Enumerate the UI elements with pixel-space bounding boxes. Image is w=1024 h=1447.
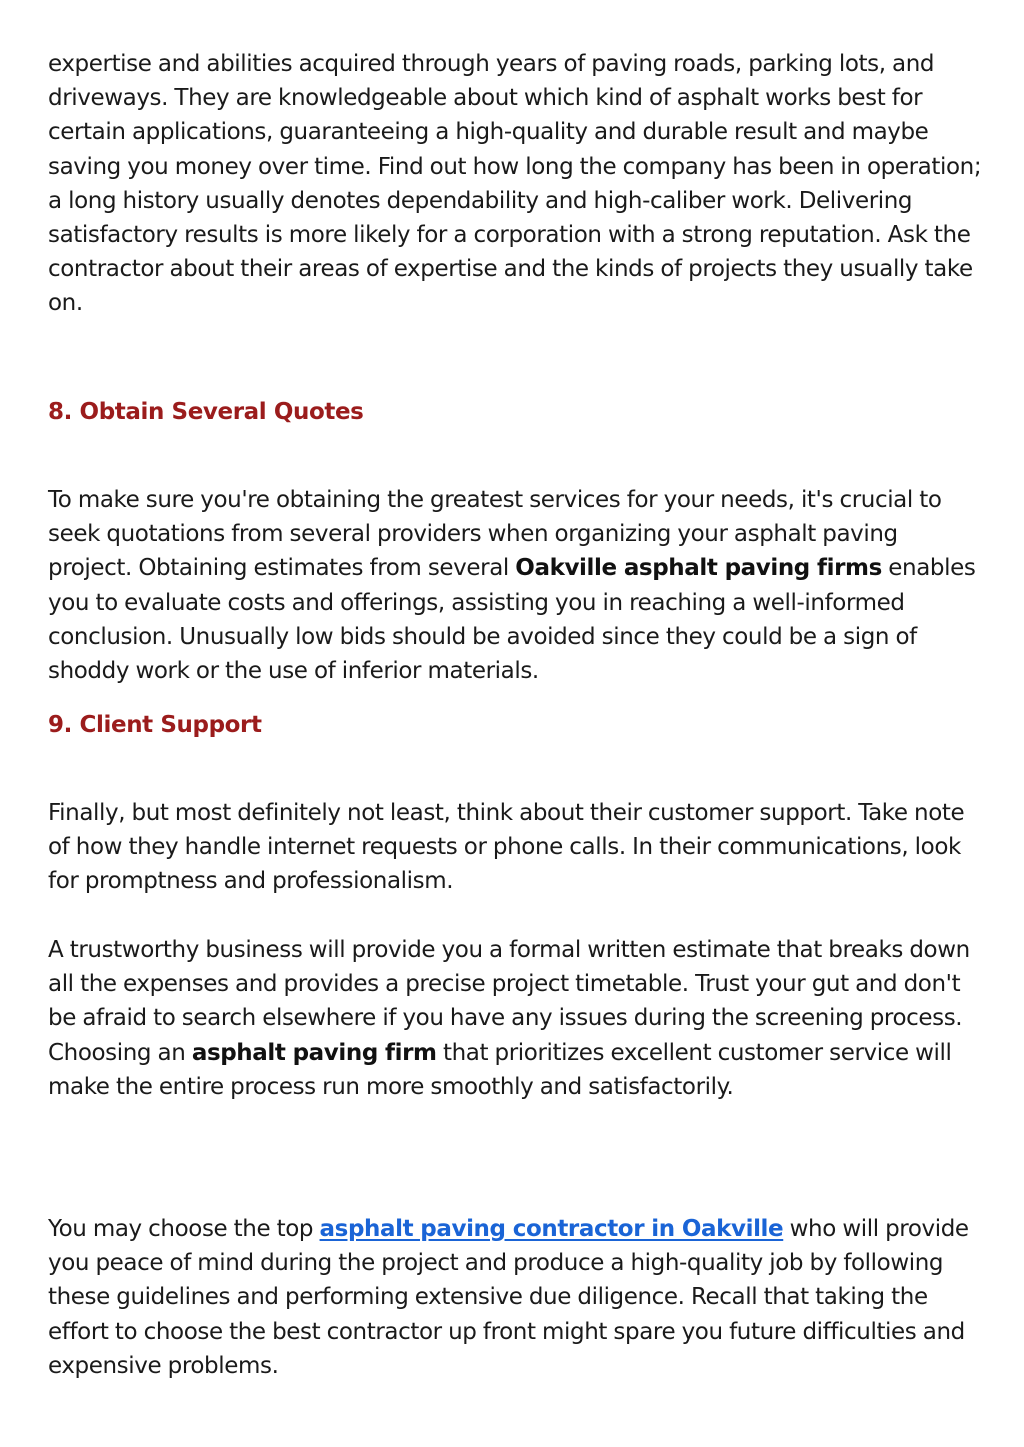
contractor-link[interactable]: asphalt paving contractor in Oakville <box>319 1216 784 1242</box>
intro-paragraph <box>48 47 988 321</box>
conclusion-text-before: You may choose the top <box>48 1216 320 1242</box>
section-8-paragraph <box>48 483 988 688</box>
section-9-paragraph-1 <box>48 796 988 899</box>
section-9-para-1-text: Finally, but most definitely not least, think about their customer support. Take note of how they handle internet requests or phone calls. In their communications, look for promptness and professionalism. <box>48 800 965 895</box>
conclusion-paragraph <box>48 1212 988 1383</box>
conclusion-text-after: who will provide you peace of mind during the project and produce a high-quality job by following these guidelines and performing extensive due diligence. Recall that taking the effort to choose the best contractor up front might spare you future difficulties and expensive problems. <box>48 1216 969 1379</box>
section-8-heading: 8. Obtain Several Quotes <box>48 399 364 425</box>
section-9-bold-phrase: asphalt paving firm <box>191 1039 437 1066</box>
section-9-heading: 9. Client Support <box>48 712 262 738</box>
section-9-para-2-text-after: that prioritizes excellent customer service will make the entire process run more smoothly and satisfactorily. <box>48 1039 952 1100</box>
section-8-text-after: enables you to evaluate costs and offerings, assisting you in reaching a well-informed conclusion. Unusually low bids should be avoided since they could be a sign of shoddy work or the use of inferior materials. <box>48 555 976 685</box>
section-9-para-2-text-before: A trustworthy business will provide you a formal written estimate that breaks down all the expenses and provides a precise project timetable. Trust your gut and don't be afraid to search elsewhere if you have any issues during the screening process. Choosing an <box>48 937 970 1066</box>
section-8-bold-phrase: Oakville asphalt paving firms <box>515 555 882 582</box>
section-8-text-before: To make sure you're obtaining the greatest services for your needs, it's crucial to seek quotations from several providers when organizing your asphalt paving project. Obtaining estimates from several <box>48 487 942 582</box>
section-9-paragraph-2 <box>48 933 988 1104</box>
intro-text: expertise and abilities acquired through years of paving roads, parking lots, and driveways. They are knowledgeable about which kind of asphalt works best for certain applications, guaranteeing a high-quality and durable result and maybe saving you money over time. Find out how long the company has been in operation; a long history usually denotes dependability and high-caliber work. Delivering satisfactory results is more likely for a corporation with a strong reputation. Ask the contractor about their areas of expertise and the kinds of projects they usually take on. <box>48 51 982 317</box>
